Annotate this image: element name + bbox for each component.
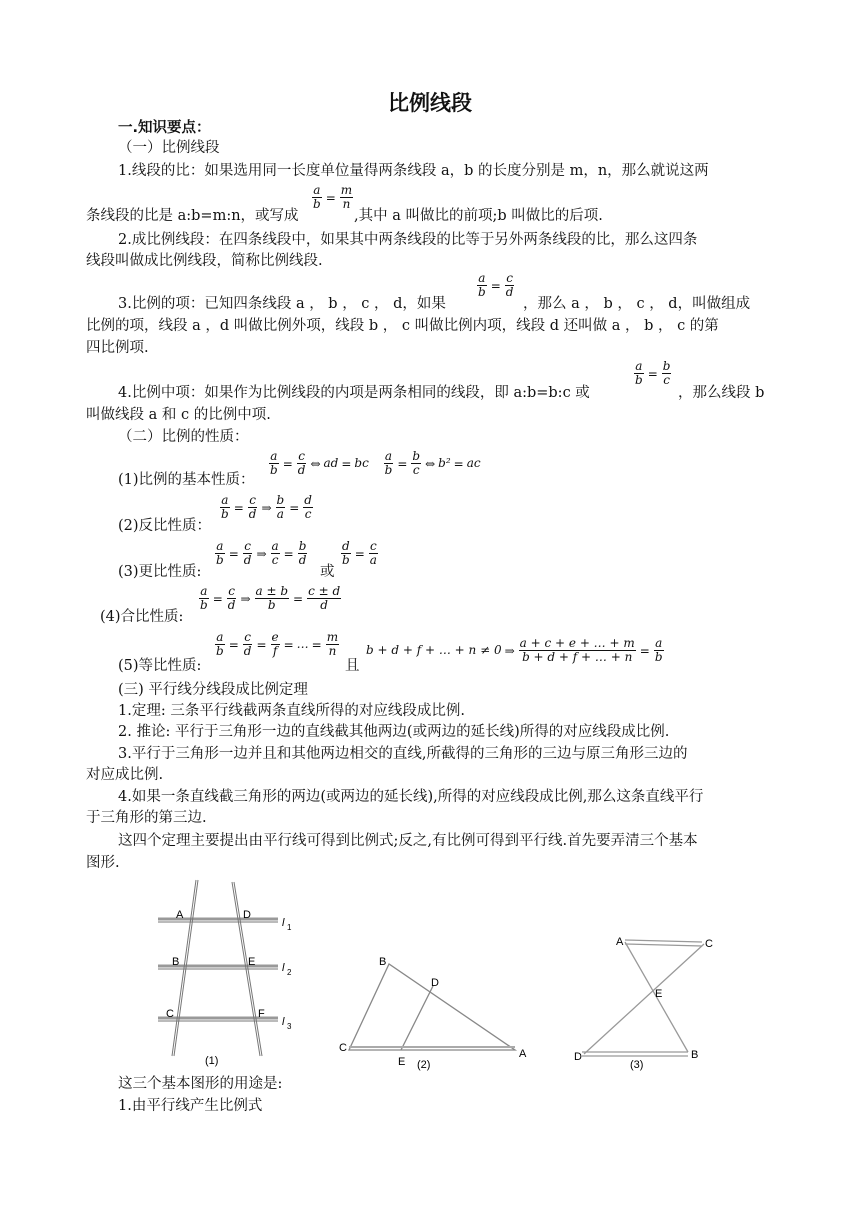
fig2-label-d: D	[431, 977, 439, 989]
formula-alternation-property: $\frac{a}{b}$ = $\frac{c}{d}$ ⇒ $\frac{a}{c}$ = $\frac{b}{d}$	[216, 539, 307, 567]
use-1: 1.由平行线产生比例式	[118, 1098, 263, 1114]
property-4-label: (4)合比性质:	[100, 609, 184, 625]
fig3-label-a: A	[616, 936, 624, 948]
paragraph-terms-line1a: 3.比例的项：已知四条线段 a ， b ， c ， d，如果	[118, 296, 446, 312]
formula-inverse-property: $\frac{a}{b}$ = $\frac{c}{d}$ ⇒ $\frac{b}{a}$ = $\frac{d}{c}$	[221, 493, 312, 521]
fig3-label-c: C	[705, 938, 713, 950]
paragraph-mean-line1b: ，那么线段 b	[678, 385, 765, 401]
fig1-label-l3: l	[282, 1016, 285, 1028]
property-2-label: (2)反比性质：	[118, 518, 212, 534]
property-5-label: (5)等比性质:	[118, 658, 202, 674]
paragraph-ratio-line1: 1.线段的比：如果选用同一长度单位量得两条线段 a，b 的长度分别是 m，n，那么就说这两	[118, 163, 709, 179]
fig1-label-f: F	[258, 1008, 265, 1020]
theorem-4-line1: 4.如果一条直线截三角形的两边(或两边的延长线),所得的对应线段成比例,那么这条直线平行	[118, 789, 704, 805]
uses-title: 这三个基本图形的用途是:	[118, 1076, 283, 1092]
formula-alternation-property-alt: $\frac{d}{b}$ = $\frac{c}{a}$	[342, 539, 377, 567]
fig1-label-l2-sub: 2	[287, 968, 292, 977]
page-title: 比例线段	[388, 91, 472, 115]
fig1-label-d: D	[243, 909, 251, 921]
fig2-label-e: E	[398, 1056, 406, 1068]
paragraph-mean-line1a: 4.比例中项：如果作为比例线段的内项是两条相同的线段，即 a:b=b:c 或	[118, 385, 590, 401]
summary-line2: 图形.	[86, 855, 120, 871]
fig2-label-c: C	[339, 1042, 347, 1054]
fig1-label-a: A	[176, 909, 184, 921]
fig1-label-l3-sub: 3	[287, 1022, 292, 1031]
theorem-2: 2. 推论: 平行于三角形一边的直线截其他两边(或两边的延长线)所得的对应线段成比例.	[118, 724, 670, 740]
fig3-label-b: B	[691, 1049, 699, 1061]
figure-1-parallel-lines	[150, 876, 300, 1070]
paragraph-ratio-line2b: ,其中 a 叫做比的前项;b 叫做比的后项.	[354, 208, 603, 224]
formula-a-over-b-equals-b-over-c: $\frac{a}{b}$ = $\frac{b}{c}$	[635, 359, 671, 387]
property-5-and: 且	[345, 658, 360, 674]
fig3-label-e: E	[655, 988, 663, 1000]
section-title-proportional-segments: （一）比例线段	[118, 140, 220, 156]
fig3-caption: (3)	[630, 1059, 644, 1071]
formula-a-over-b-equals-c-over-d: $\frac{a}{b}$ = $\frac{c}{d}$	[478, 271, 514, 299]
formula-equal-ratio-condition: b + d + f + … + n ≠ 0 ⇒ $\frac{a + c + e + \dots + m}{b + d + f + \dots + n}$ = $\frac{a}{b}$	[366, 636, 663, 664]
fig1-label-l1-sub: 1	[287, 923, 292, 932]
section-title-properties: （二）比例的性质：	[118, 429, 249, 445]
fig1-caption: (1)	[205, 1055, 219, 1067]
property-3-label: (3)更比性质:	[118, 564, 202, 580]
summary-line1: 这四个定理主要提出由平行线可得到比例式;反之,有比例可得到平行线.首先要弄清三个基本	[118, 833, 698, 849]
fig1-label-c: C	[166, 1008, 174, 1020]
theorem-1: 1.定理: 三条平行线截两条直线所得的对应线段成比例.	[118, 703, 465, 719]
fig1-label-b: B	[172, 956, 180, 968]
fig3-label-d: D	[574, 1051, 582, 1063]
figure-2-triangle-parallel	[337, 950, 537, 1075]
formula-addition-property: $\frac{a}{b}$ = $\frac{c}{d}$ ⇒ $\frac{a \pm b}{b}$ = $\frac{c \pm d}{d}$	[200, 584, 341, 612]
theorem-3-line2: 对应成比例.	[86, 767, 164, 783]
heading-knowledge-points: 一.知识要点：	[118, 120, 211, 136]
paragraph-terms-line3: 四比例项.	[86, 340, 149, 356]
formula-equal-ratio-property: $\frac{a}{b}$ = $\frac{c}{d}$ = $\frac{e}{f}$ = … = $\frac{m}{n}$	[216, 630, 339, 658]
fig2-caption: (2)	[417, 1059, 431, 1071]
paragraph-mean-line2: 叫做线段 a 和 c 的比例中项.	[86, 407, 271, 423]
theorem-4-line2: 于三角形的第三边.	[86, 810, 207, 826]
paragraph-proportion-line1: 2.成比例线段：在四条线段中，如果其中两条线段的比等于另外两条线段的比，那么这四条	[118, 232, 698, 248]
section-title-parallel-theorem: (三) 平行线分线段成比例定理	[118, 682, 308, 698]
fig1-label-l2: l	[282, 962, 285, 974]
property-3-or: 或	[320, 564, 335, 580]
theorem-3-line1: 3.平行于三角形一边并且和其他两边相交的直线,所截得的三角形的三边与原三角形三边的	[118, 746, 688, 762]
formula-a-over-b-equals-m-over-n: $\frac{a}{b}$ = $\frac{m}{n}$	[313, 183, 353, 211]
paragraph-ratio-line2a: 条线段的比是 a:b=m:n，或写成	[86, 208, 299, 224]
paragraph-terms-line2: 比例的项，线段 a ，d 叫做比例外项，线段 b ， c 叫做比例内项，线段 d 还叫做 a ， b ， c 的第	[86, 318, 719, 334]
paragraph-proportion-line2: 线段叫做成比例线段，简称比例线段.	[86, 253, 323, 269]
paragraph-terms-line1b: ，那么 a ， b ， c ， d，叫做组成	[523, 296, 751, 312]
formula-basic-property: $\frac{a}{b}$ = $\frac{c}{d}$ ⇔ ad = bc $\frac{a}{b}$ = $\frac{b}{c}$ ⇔ b² = ac	[270, 449, 481, 477]
fig2-label-a: A	[519, 1048, 527, 1060]
figure-3-hourglass	[570, 930, 730, 1075]
fig1-label-e: E	[248, 956, 256, 968]
fig1-label-l1: l	[282, 917, 285, 929]
fig2-label-b: B	[379, 956, 387, 968]
property-1-label: (1)比例的基本性质：	[118, 472, 255, 488]
